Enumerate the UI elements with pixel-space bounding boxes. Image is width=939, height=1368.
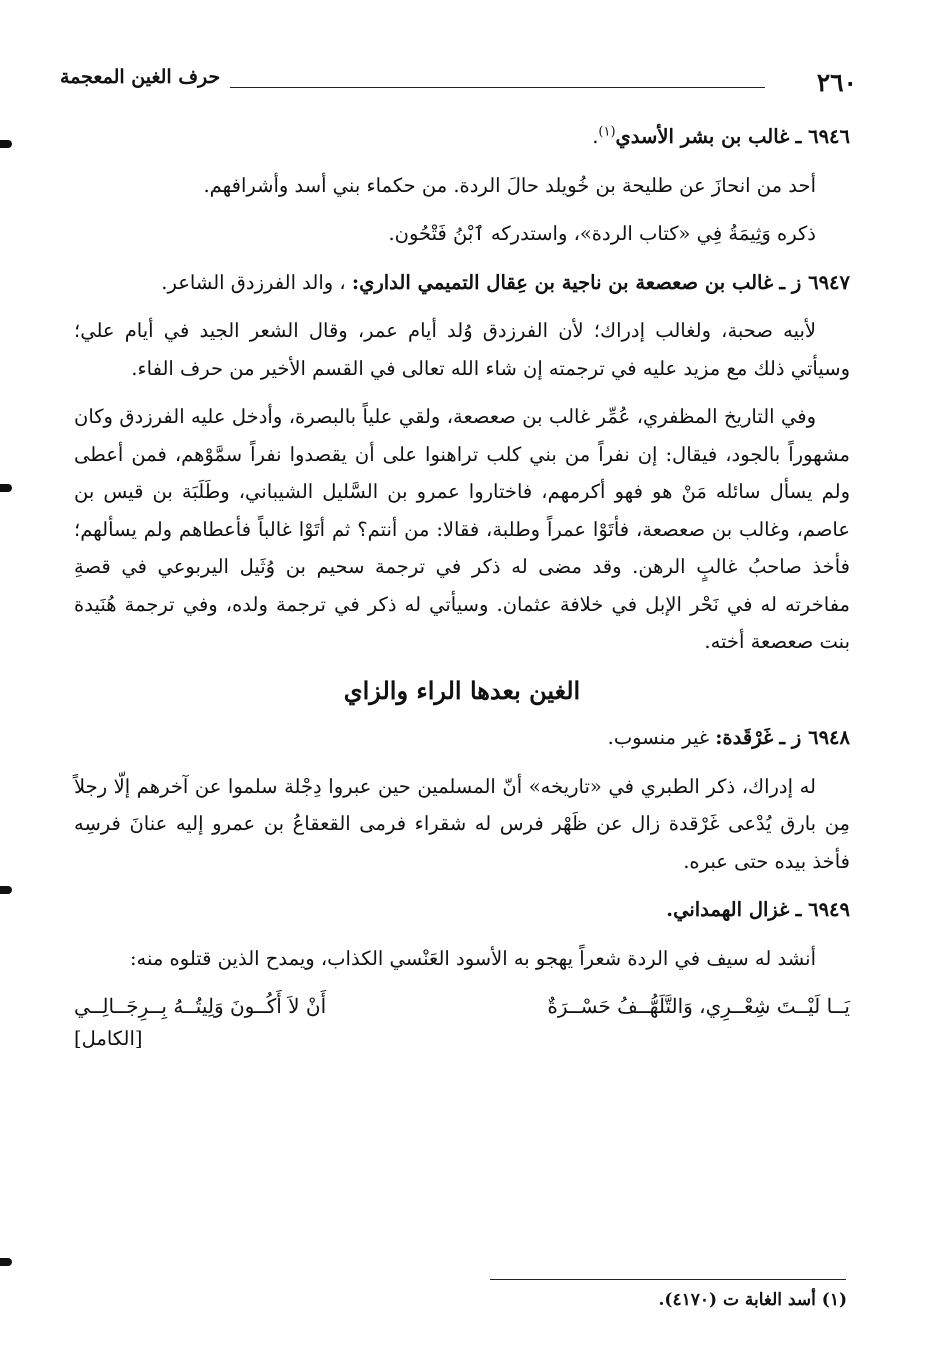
entry-name: غَرْقَدة: [715,726,774,749]
entry-heading-tail: ، والد الفرزدق الشاعر. [161,270,346,294]
verse-second-hemistich: أَنْ لاَ أَكُــونَ وَلِيتُــهُ بِــرِجَــالِــي [74,994,327,1018]
entry-heading-tail: غير منسوب. [607,726,710,749]
entry-number: ٦٩٤٧ ز ـ [779,270,850,294]
entry-heading [74,264,850,302]
entry-paragraph: وفي التاريخ المظفري، عُمِّر غالب بن صعصعة، ولقي علياً بالبصرة، وأدخل عليه الفرزدق وكان مشهوراً بالجود، فيقال: إن نفراً من بني كلب تراهنوا على أن يقصدوا نفراً سمَّوْهم، فمن أعطى ولم يسأل سائله مَنْ هو فهو أكرمهم، فاختاروا عمرو بن السَّليل الشيباني، وطَلَبَة بن قيس بن عاصم، وغالب بن صعصعة، فأتَوْا عمراً وطلبة، فقالا: من أنتم؟ ثم أتَوْا غالباً فأعطاهم ولم يسألهم؛ فأخذ صاحبُ غالبٍ الرهن. وقد مضى له ذكر في ترجمة سحيم بن وُثَيل اليربوعي في قصةِ مفاخرته له في نَحْر الإبل في خلافة عثمان. وسيأتي له ذكر في ترجمة ولده، وفي ترجمة هُنَيدة بنت صعصعة أخته. [74,405,850,653]
scan-edge-mark [0,886,12,894]
entry-paragraph: ذكره وَثِيمَةُ فِي «كتاب الردة»، واستدركه ٱبْنُ فَتْحُون. [388,222,816,245]
entry-paragraph: لأبيه صحبة، ولغالب إدراك؛ لأن الفرزدق وُلد أيام عمر، وقال الشعر الجيد في أيام علي؛ وسيأتي ذلك مع مزيد عليه في ترجمته إن شاء الله تعالى في القسم الأخير من حرف الفاء. [74,319,850,380]
entry-paragraph: أحد من انحازَ عن طليحة بن خُويلد حالَ الردة. من حكماء بني أسد وأشرافهم. [203,173,816,197]
entry-name: غزال الهمداني. [666,898,790,921]
verse-meter: [الكامل] [74,1026,143,1050]
footnote: (١) أسد الغابة ت (٤١٧٠). [658,1290,847,1310]
footnote-rule [490,1279,846,1280]
page-header [60,62,857,102]
entry-number: ٦٩٤٦ ـ [795,125,850,148]
entry-heading-tail: . [592,125,599,148]
entry-paragraph: أنشد له سيف في الردة شعراً يهجو به الأسود العَنْسي الكذاب، ويمدح الذين قتلوه منه: [129,946,816,970]
entry-heading [74,118,850,156]
entry-name: غالب بن بشر الأسدي [615,125,790,148]
entry-heading [74,891,850,929]
page-number: ٢٦٠ [816,68,857,97]
entry-number: ٦٩٤٩ ـ [795,898,850,921]
entry-name: غالب بن صعصعة بن ناجية بن عِقال التميمي الداري: [351,270,774,294]
header-rule [230,87,765,88]
entry-number: ٦٩٤٨ ز ـ [779,726,850,749]
section-heading: الغين بعدها الراء والزاي [343,675,581,705]
page-body [74,118,850,1057]
scan-edge-mark [0,1258,12,1266]
footnote-reference[interactable]: (١) [598,124,616,140]
verse-first-hemistich: يَــا لَيْــتَ شِعْــرِي، وَالتَّلَهُّــفُ حَسْــرَةٌ [547,994,850,1018]
scan-edge-mark [0,140,12,148]
entry-heading [74,719,850,757]
scan-edge-mark [0,484,12,492]
running-title: حرف الغين المعجمة [60,66,221,88]
entry-paragraph: له إدراك، ذكر الطبري في «تاريخه» أنّ المسلمين حين عبروا دِجْلة سلموا عن آخرهم إلّا رجلاً مِن بارق يُدْعى غَرْقدة زال عن ظَهْر فرس له شقراء فرمى القعقاعُ بن عمرو إليه عنانَ فرسِه فأخذ بيده حتى عبره. [74,774,850,873]
